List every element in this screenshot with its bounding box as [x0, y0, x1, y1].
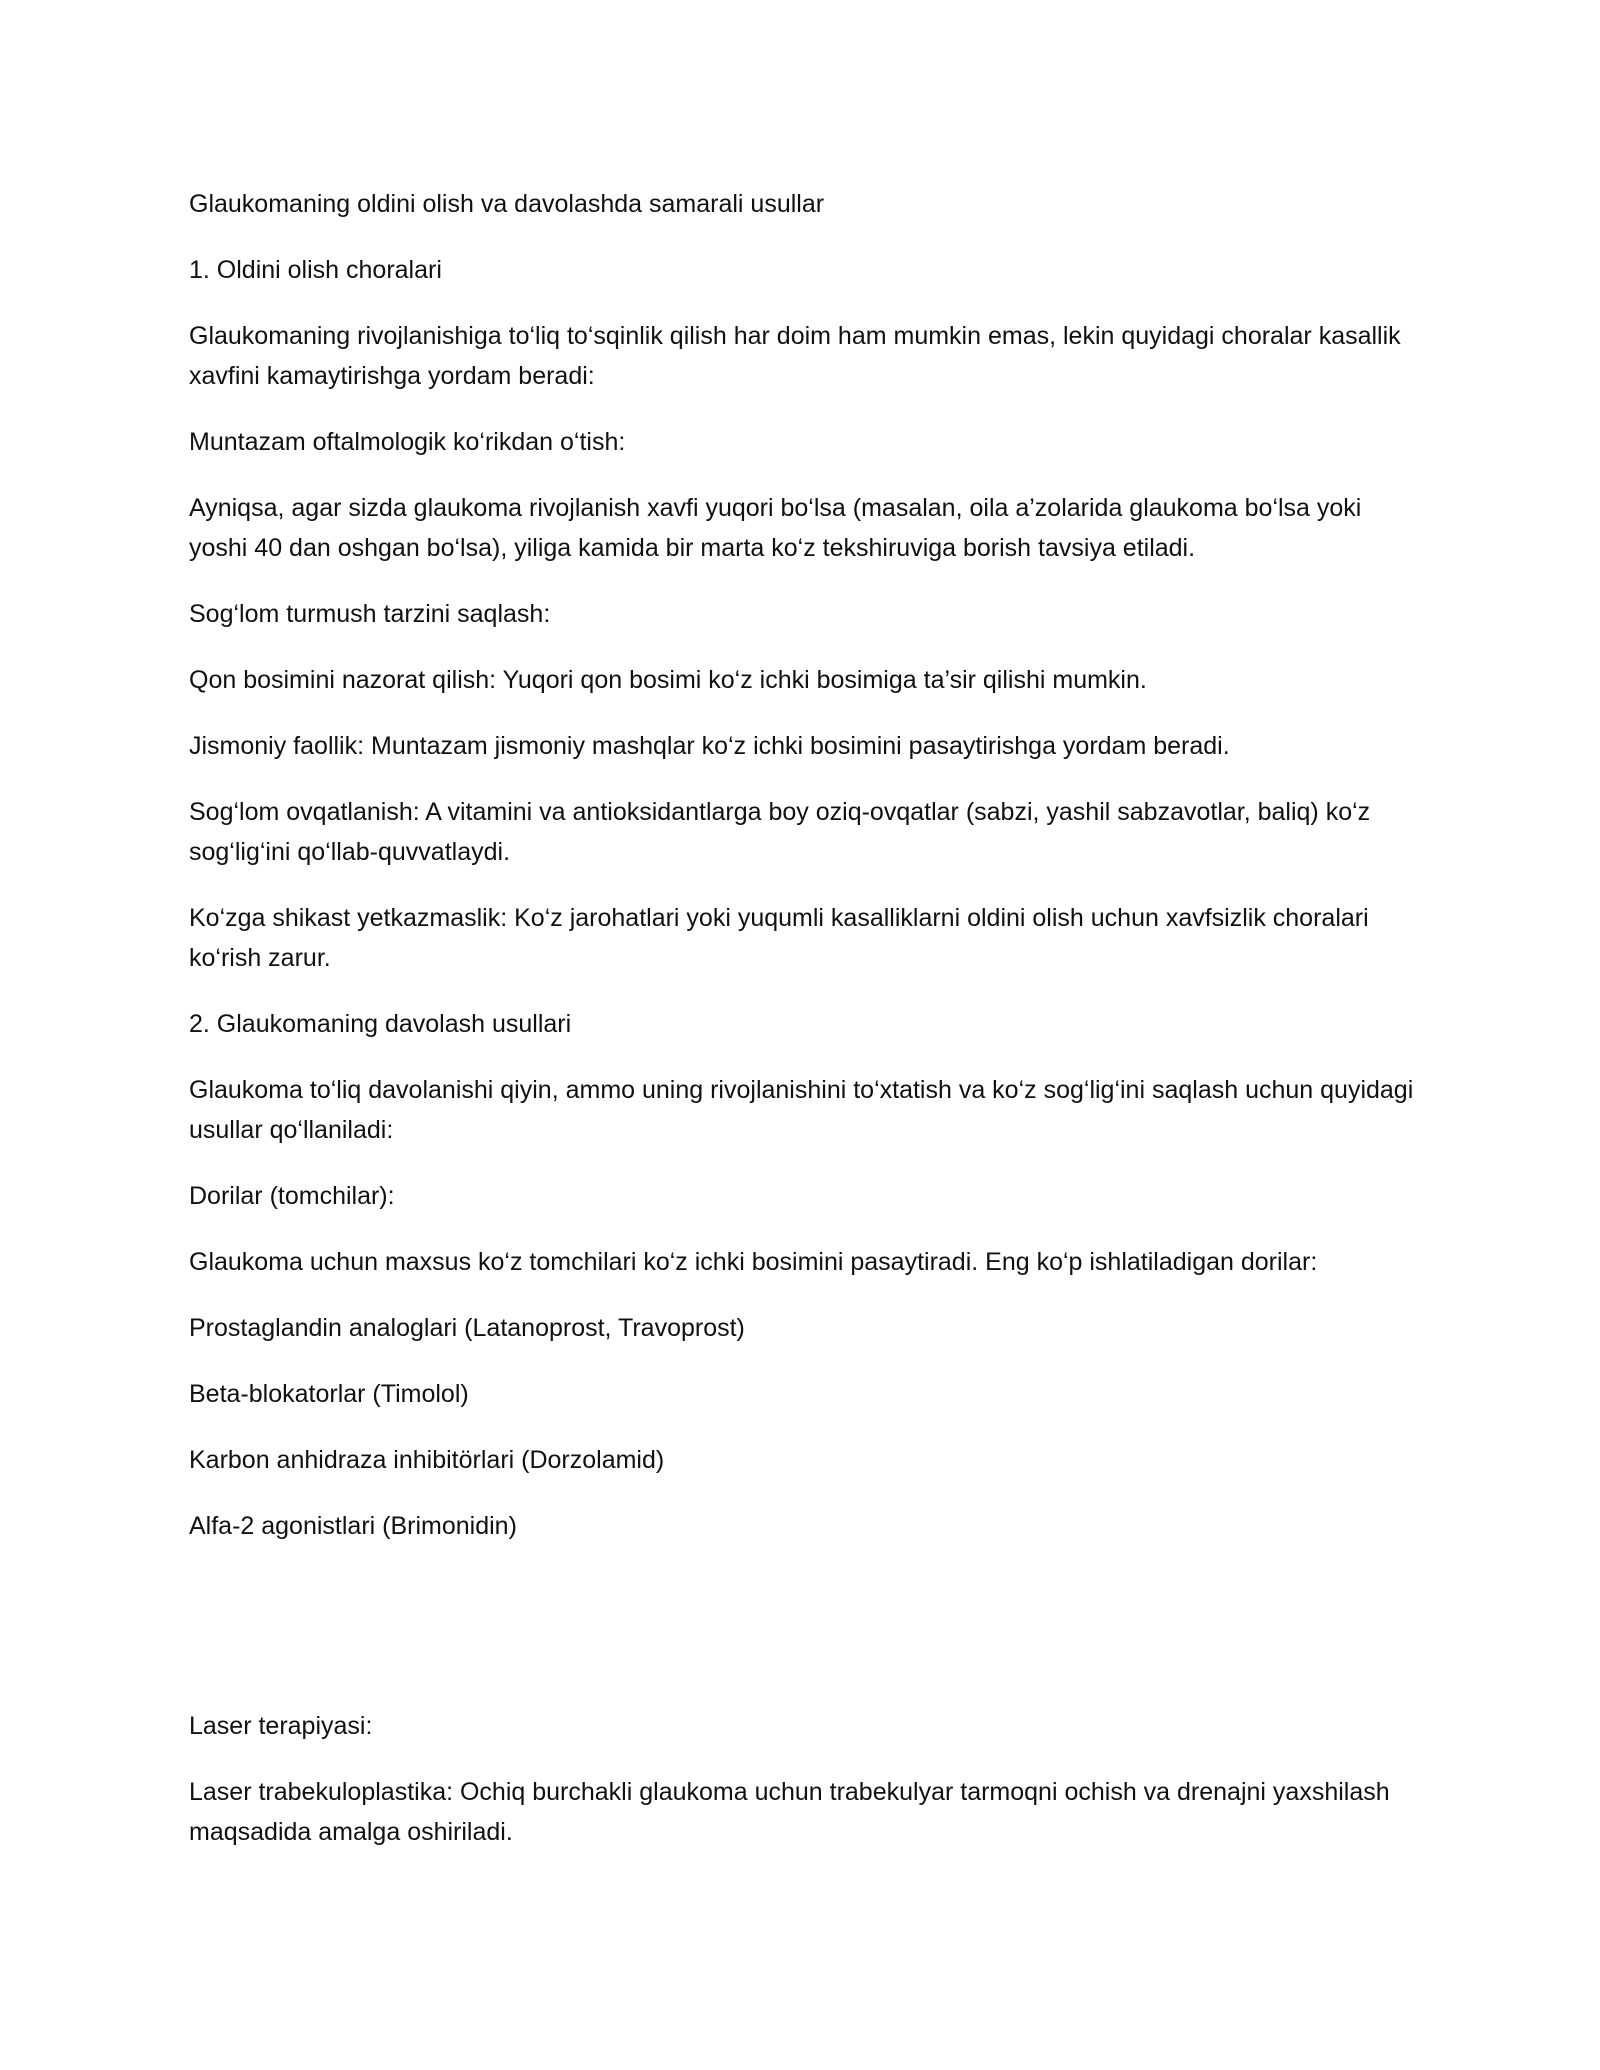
drug-list-item: Beta-blokatorlar (Timolol) — [189, 1380, 469, 1408]
laser-heading: Laser terapiyasi: — [189, 1712, 373, 1740]
drug-list-item: Alfa-2 agonistlari (Brimonidin) — [189, 1512, 517, 1540]
drug-list-item: Karbon anhidraza inhibitörlari (Dorzolamid) — [189, 1446, 665, 1474]
drug-list-item: Prostaglandin analoglari (Latanoprost, Travoprost) — [189, 1314, 745, 1342]
checkup-heading: Muntazam oftalmologik ko‘rikdan o‘tish: — [189, 428, 626, 456]
lifestyle-heading: Sog‘lom turmush tarzini saqlash: — [189, 600, 551, 628]
section-1-heading: 1. Oldini olish choralari — [189, 256, 442, 284]
nutrition-paragraph: Sog‘lom ovqatlanish: A vitamini va antioksidantlarga boy oziq-ovqatlar (sabzi, yashil sabzavotlar, baliq) ko‘z sog‘lig‘ini qo‘llab-quvvatlaydi. — [189, 798, 1371, 866]
section-1-intro: Glaukomaning rivojlanishiga to‘liq to‘sqinlik qilish har doim ham mumkin emas, lekin quyidagi choralar kasallik xavfini kamaytirishga yordam beradi: — [189, 322, 1401, 390]
checkup-paragraph: Ayniqsa, agar sizda glaukoma rivojlanish xavfi yuqori bo‘lsa (masalan, oila a’zolarida glaukoma bo‘lsa yoki yoshi 40 dan oshgan bo‘lsa), yiliga kamida bir marta ko‘z tekshiruviga borish tavsiya etiladi. — [189, 494, 1362, 562]
document-body — [189, 184, 1419, 1878]
section-2-intro: Glaukoma to‘liq davolanishi qiyin, ammo uning rivojlanishini to‘xtatish va ko‘z sog‘lig‘ini saqlash uchun quyidagi usullar qo‘llaniladi: — [189, 1076, 1414, 1144]
drugs-heading: Dorilar (tomchilar): — [189, 1182, 395, 1210]
laser-paragraph: Laser trabekuloplastika: Ochiq burchakli glaukoma uchun trabekulyar tarmoqni ochish va drenajni yaxshilash maqsadida amalga oshiriladi. — [189, 1778, 1390, 1846]
document-title: Glaukomaning oldini olish va davolashda samarali usullar — [189, 190, 825, 218]
drugs-paragraph: Glaukoma uchun maxsus ko‘z tomchilari ko‘z ichki bosimini pasaytiradi. Eng ko‘p ishlatiladigan dorilar: — [189, 1248, 1318, 1276]
physical-activity-paragraph: Jismoniy faollik: Muntazam jismoniy mashqlar ko‘z ichki bosimini pasaytirishga yordam beradi. — [189, 732, 1230, 760]
section-2-heading: 2. Glaukomaning davolash usullari — [189, 1010, 572, 1038]
blood-pressure-paragraph: Qon bosimini nazorat qilish: Yuqori qon bosimi ko‘z ichki bosimiga ta’sir qilishi mumkin. — [189, 666, 1147, 694]
injury-paragraph: Ko‘zga shikast yetkazmaslik: Ko‘z jarohatlari yoki yuqumli kasalliklarni oldini olish uchun xavfsizlik choralari ko‘rish zarur. — [189, 904, 1369, 972]
